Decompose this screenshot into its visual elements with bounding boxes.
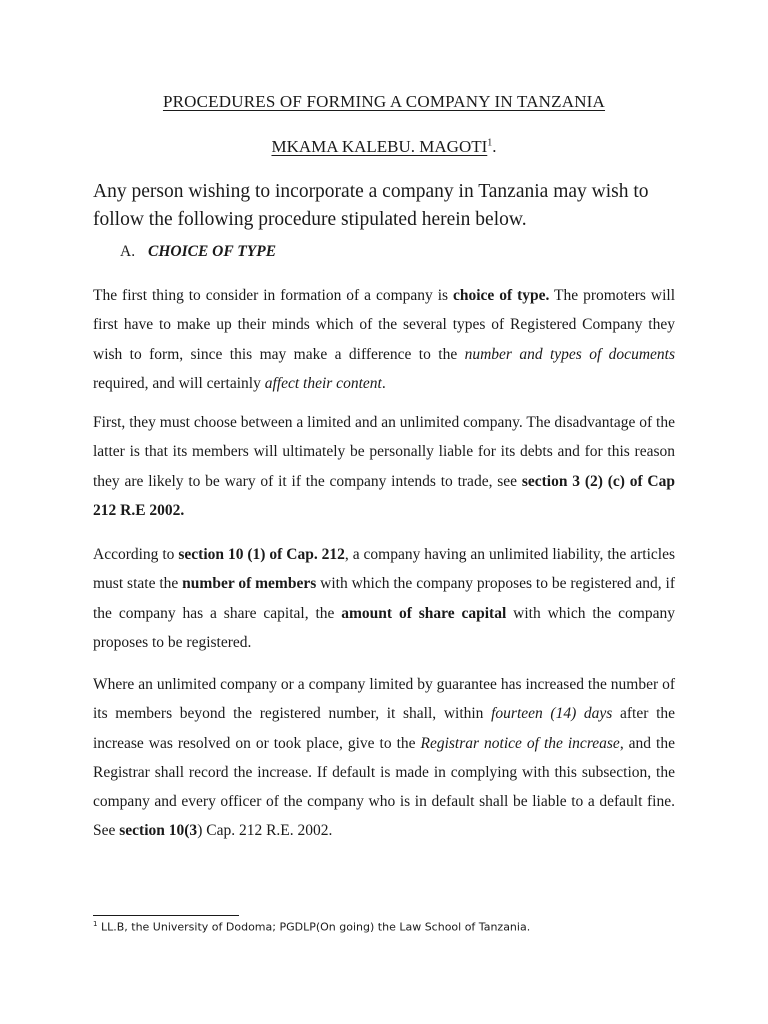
- paragraph-limited-unlimited: First, they must choose between a limited and an unlimited company. The disadvantage of the latter is that its members will ultimately be personally liable for its debts and for this reason they are likely to be wary of it if the company intends to trade, see section 3 (2) (c) of Cap 212 R.E 2002.: [93, 414, 675, 519]
- intro-paragraph: Any person wishing to incorporate a company in Tanzania may wish to follow the following procedure stipulated herein below.: [93, 181, 649, 230]
- section-letter: A.: [120, 243, 136, 260]
- paragraph-choice-of-type: The first thing to consider in formation of a company is choice of type. The promoters will first have to make up their minds which of the several types of Registered Company they wish to form, since this may make a difference to the number and types of documents required, and will certainly affect their content.: [93, 287, 675, 392]
- section-heading-a: [120, 243, 276, 261]
- footnote: [93, 920, 530, 934]
- paragraph-increase-members: Where an unlimited company or a company limited by guarantee has increased the number of its members beyond the registered number, it shall, within fourteen (14) days after the increase was resolved on or took place, give to the Registrar notice of the increase, and the Registrar shall record the increase. If default is made in complying with this subsection, the company and every officer of the company who is in default shall be liable to a default fine. See section 10(3) Cap. 212 R.E. 2002.: [93, 676, 676, 840]
- footnote-divider: [93, 915, 239, 916]
- document-title: PROCEDURES OF FORMING A COMPANY IN TANZANIA: [162, 92, 606, 111]
- footnote-number: 1: [93, 920, 98, 928]
- author-line: MKAMA KALEBU. MAGOTI$^1$.: [271, 137, 497, 156]
- footnote-text: LL.B, the University of Dodoma; PGDLP(On going) the Law School of Tanzania.: [97, 920, 531, 934]
- footnote-reference[interactable]: 1: [487, 137, 493, 149]
- author-name: MKAMA KALEBU. MAGOTI: [271, 137, 488, 156]
- paragraph-section-10-1: According to section 10 (1) of Cap. 212, a company having an unlimited liability, the articles must state the number of members with which the company proposes to be registered and, if the company has a share capital, the amount of share capital with which the company proposes to be registered.: [93, 546, 675, 651]
- section-title: CHOICE OF TYPE: [148, 243, 277, 260]
